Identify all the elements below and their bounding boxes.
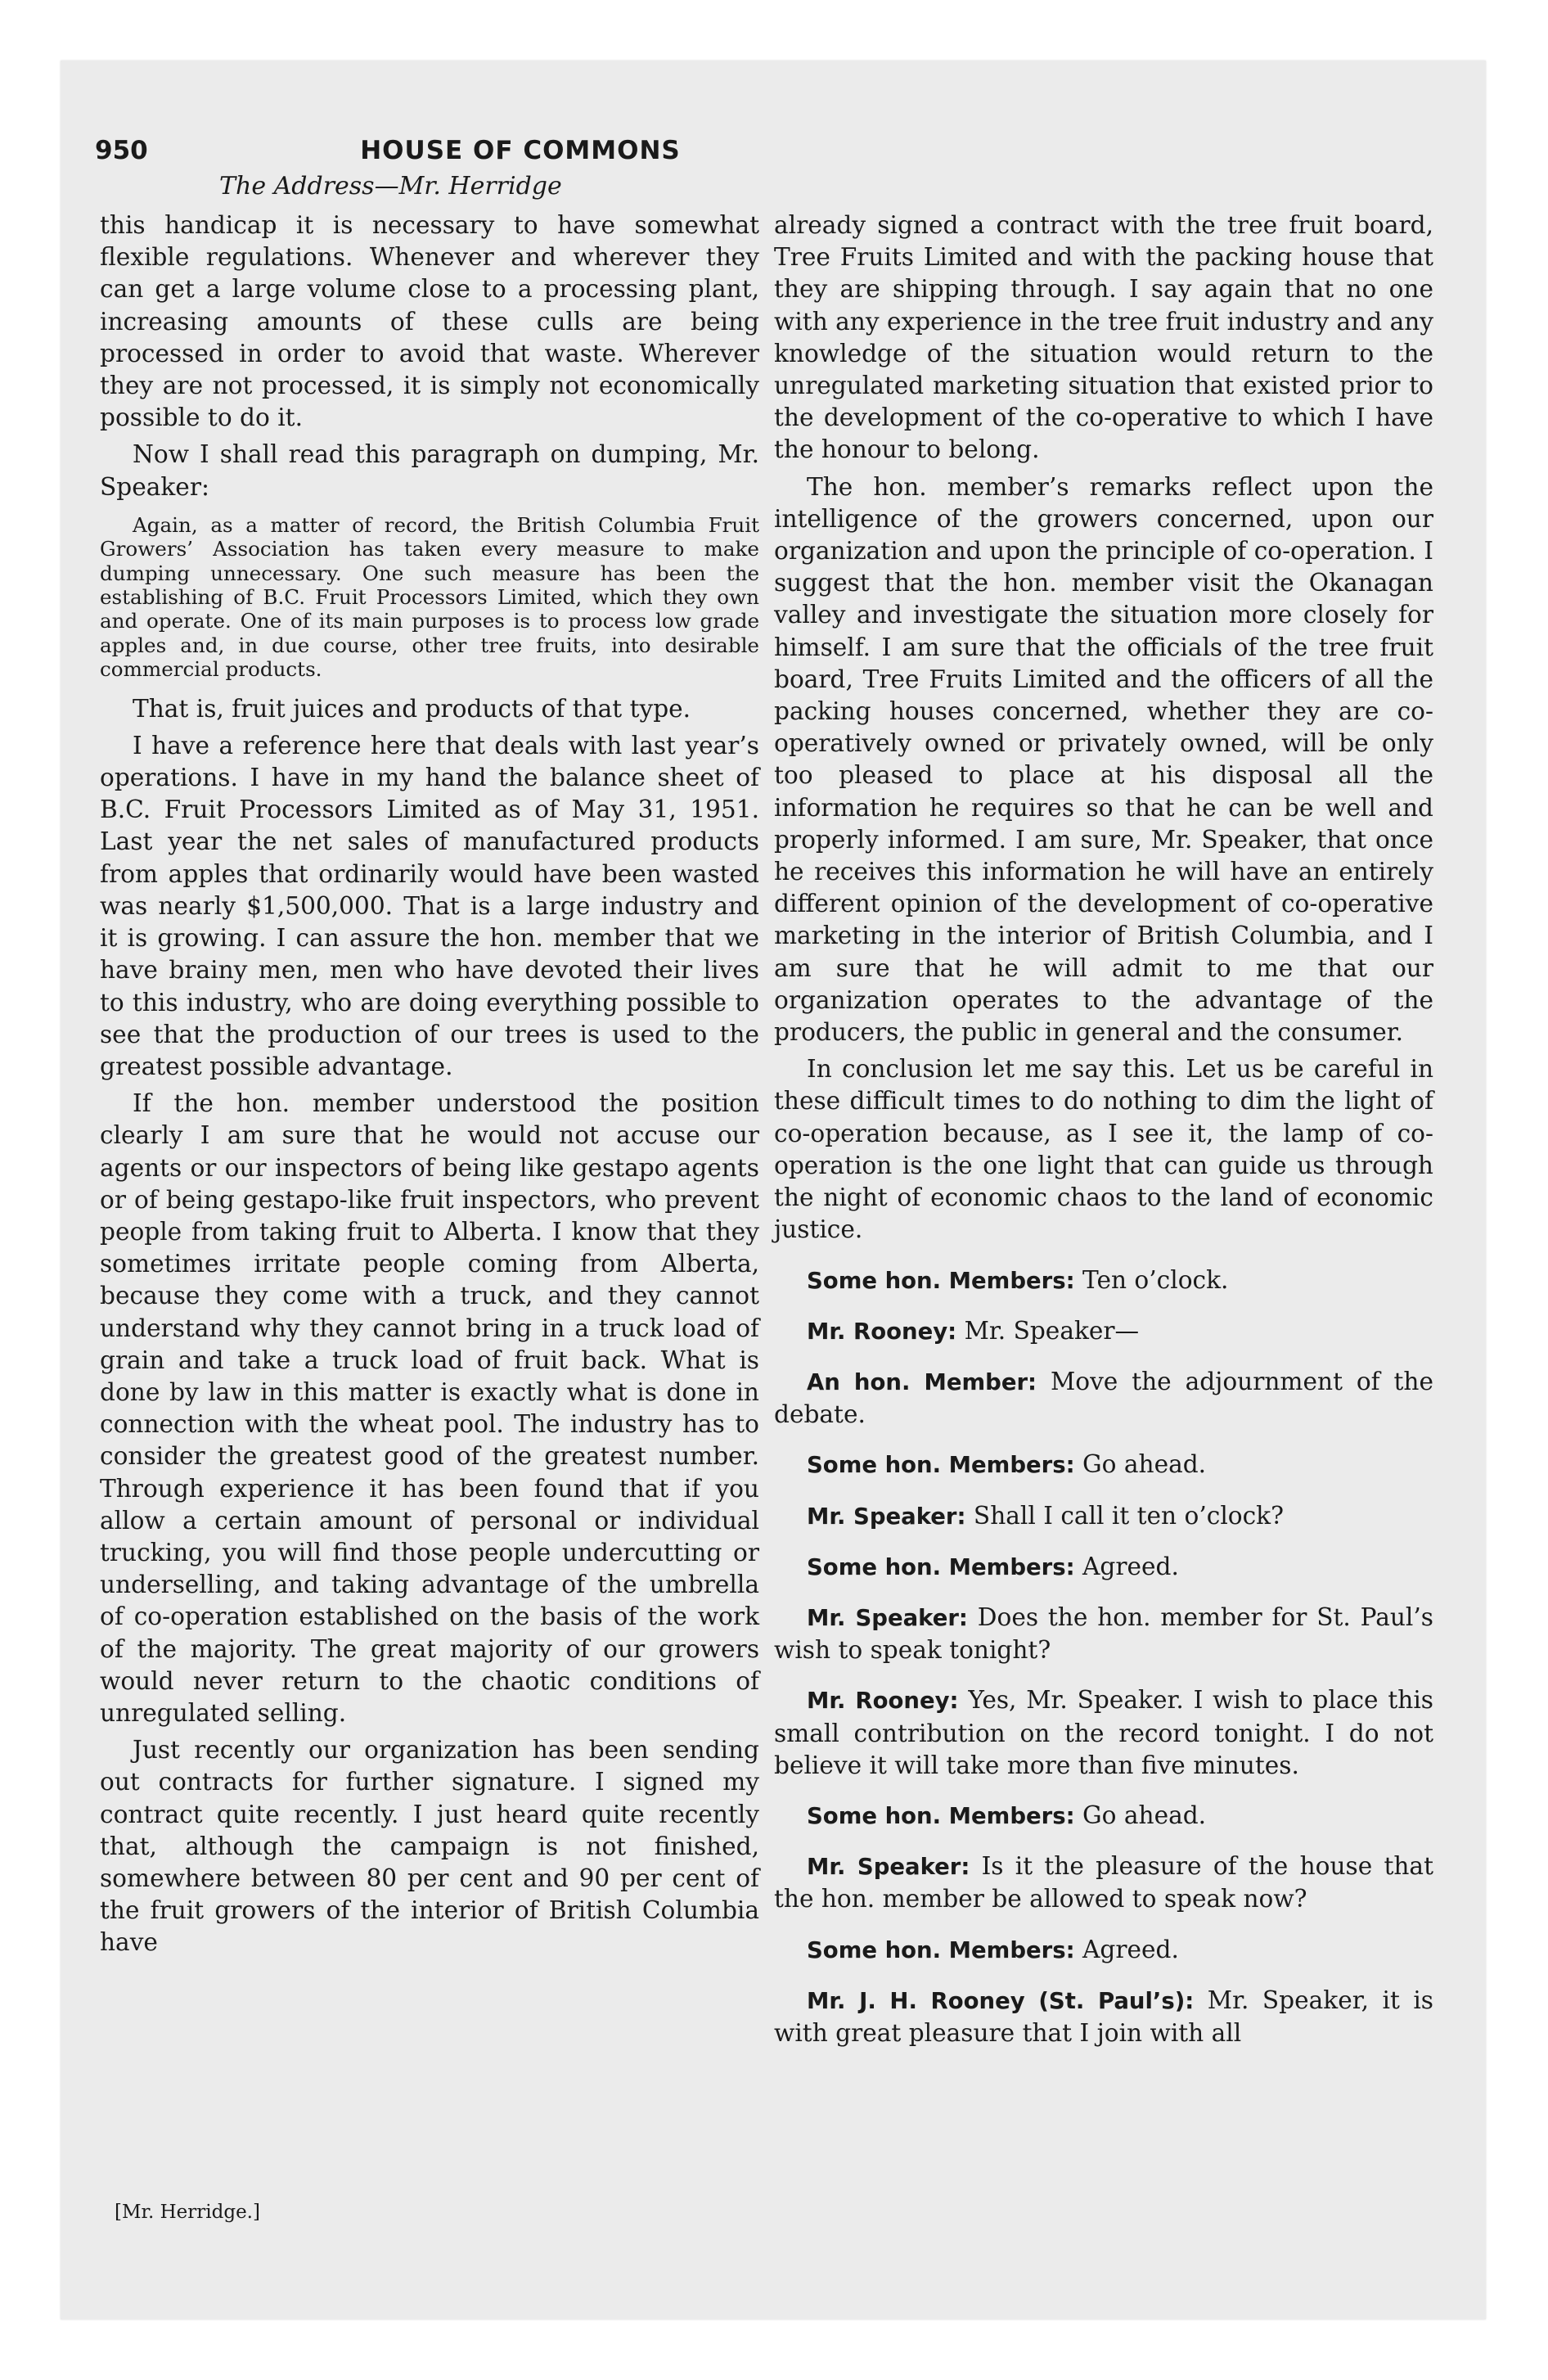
speaker-name: Mr. Speaker: bbox=[807, 1503, 966, 1530]
speech-text: Mr. Speaker, it is with great pleasure that I join with all bbox=[774, 1986, 1433, 2047]
speech-entry bbox=[774, 1264, 1433, 1297]
speech-text: Is it the pleasure of the house that the hon. member be allowed to speak now? bbox=[774, 1852, 1433, 1913]
speaker-name: Mr. J. H. Rooney (St. Paul’s): bbox=[807, 1987, 1195, 2014]
speaker-name: Some hon. Members: bbox=[807, 1267, 1075, 1294]
speech-entry bbox=[774, 1602, 1433, 1666]
speaker-name: Mr. Rooney: bbox=[807, 1318, 957, 1345]
paragraph: That is, fruit juices and products of that type. bbox=[133, 694, 691, 723]
speech-entry bbox=[774, 1985, 1433, 2049]
running-title: HOUSE OF COMMONS bbox=[360, 136, 681, 165]
footer-speaker-note: [Mr. Herridge.] bbox=[115, 2202, 260, 2223]
speaker-name: Mr. Speaker: bbox=[807, 1854, 970, 1881]
speech-entry bbox=[774, 1684, 1433, 1782]
speaker-name: Some hon. Members: bbox=[807, 1452, 1075, 1479]
speech-entry bbox=[774, 1850, 1433, 1915]
speaker-name: Some hon. Members: bbox=[807, 1936, 1075, 1963]
paragraph: In conclusion let me say this. Let us be careful in these difficult times to do nothing to dim the light of co-operation because, as I see it, the lamp of co-operation is the one light that can guide us through the night of economic chaos to the land of economic justice. bbox=[774, 1055, 1433, 1244]
speech-text: Move the adjournment of the debate. bbox=[774, 1367, 1433, 1429]
paragraph: Now I shall read this paragraph on dumping, Mr. Speaker: bbox=[100, 440, 759, 501]
speech-text: Mr. Speaker— bbox=[964, 1316, 1140, 1345]
paragraph: I have a reference here that deals with last year’s operations. I have in my hand the balance sheet of B.C. Fruit Processors Limited as of May 31, 1951. Last year the net sales of manufactured products from apples that ordinarily would have been wasted was nearly $1,500,000. That is a large industry and it is growing. I can assure the hon. member that we have brainy men, men who have devoted their lives to this industry, who are doing everything possible to see that the production of our trees is used to the greatest possible advantage. bbox=[100, 731, 759, 1080]
paragraph: The hon. member’s remarks reflect upon the intelligence of the growers concerned, upon our organization and upon the principle of co-operation. I suggest that the hon. member visit the Okanagan valley and investigate the situation more closely for himself. I am sure that the officials of the tree fruit board, Tree Fruits Limited and the officers of all the packing houses concerned, whether they are co-operatively owned or privately owned, will be only too pleased to place at his disposal all the information he requires so that he can be well and properly informed. I am sure, Mr. Speaker, that once he receives this information he will have an entirely different opinion of the development of co-operative marketing in the interior of British Columbia, and I am sure that he will admit to me that our organization operates to the advantage of the producers, the public in general and the consumer. bbox=[774, 472, 1433, 1047]
speaker-name: Mr. Rooney: bbox=[807, 1688, 959, 1715]
page-number: 950 bbox=[95, 136, 148, 165]
speech-entry bbox=[774, 1366, 1433, 1431]
speech-entry bbox=[774, 1800, 1433, 1832]
paragraph: Just recently our organization has been sending out contracts for further signature. I signed my contract quite recently. I just heard quite recently that, although the campaign is not finished, somewhere between 80 per cent and 90 per cent of the fruit growers of the interior of British Columbia have bbox=[100, 1736, 759, 1957]
block-quote: Again, as a matter of record, the British Columbia Fruit Growers’ Association has taken every measure to make dumping unnecessary. One such measure has been the establishing of B.C. Fruit Processors Limited, which they own and operate. One of its main purposes is to process low grade apples and, in due course, other tree fruits, into desirable commercial products. bbox=[100, 512, 759, 682]
section-subtitle: The Address—Mr. Herridge bbox=[219, 172, 562, 201]
speech-text: Agreed. bbox=[1082, 1935, 1179, 1963]
speech-text: Go ahead. bbox=[1082, 1450, 1207, 1479]
speaker-name: Some hon. Members: bbox=[807, 1553, 1075, 1580]
speech-entry bbox=[774, 1551, 1433, 1584]
speaker-name: Some hon. Members: bbox=[807, 1802, 1075, 1829]
paragraph: If the hon. member understood the position clearly I am sure that he would not accuse our agents or our inspectors of being like gestapo agents or of being gestapo-like fruit inspectors, who prevent people from taking fruit to Alberta. I know that they sometimes irritate people coming from Alberta, because they come with a truck, and they cannot understand why they cannot bring in a truck load of grain and take a truck load of fruit back. What is done by law in this matter is exactly what is done in connection with the wheat pool. The industry has to consider the greatest good of the greatest number. Through experience it has been found that if you allow a certain amount of personal or individual trucking, you will find those people undercutting or underselling, and taking advantage of the umbrella of co-operation established on the basis of the work of the majority. The great majority of our growers would never return to the chaotic conditions of unregulated selling. bbox=[100, 1089, 759, 1727]
speech-text: Yes, Mr. Speaker. I wish to place this small contribution on the record tonight. I do not believe it will take more than five minutes. bbox=[774, 1686, 1433, 1779]
speech-text: Go ahead. bbox=[1082, 1801, 1207, 1829]
speech-text: Ten o’clock. bbox=[1082, 1265, 1229, 1294]
speech-text: Agreed. bbox=[1082, 1552, 1179, 1580]
speech-entry bbox=[774, 1934, 1433, 1967]
speaker-name: Mr. Speaker: bbox=[807, 1604, 968, 1631]
speech-text: Does the hon. member for St. Paul’s wish to speak tonight? bbox=[774, 1602, 1433, 1665]
paragraph: this handicap it is necessary to have somewhat flexible regulations. Whenever and wherever they can get a large volume close to a processing plant, increasing amounts of these culls are being processed in order to avoid that waste. Wherever they are not processed, it is simply not economically possible to do it. bbox=[100, 211, 759, 432]
speech-entry bbox=[774, 1500, 1433, 1533]
right-column bbox=[774, 210, 1433, 2064]
speaker-name: An hon. Member: bbox=[807, 1368, 1037, 1395]
speech-text: Shall I call it ten o’clock? bbox=[973, 1501, 1284, 1530]
page-header bbox=[95, 136, 946, 172]
speech-entry bbox=[774, 1315, 1433, 1348]
paragraph: already signed a contract with the tree fruit board, Tree Fruits Limited and with the packing house that they are shipping through. I say again that no one with any experience in the tree fruit industry and any knowledge of the situation would return to the unregulated marketing situation that existed prior to the development of the co-operative to which I have the honour to belong. bbox=[774, 211, 1433, 464]
left-column bbox=[100, 210, 759, 1964]
speech-entry bbox=[774, 1449, 1433, 1481]
